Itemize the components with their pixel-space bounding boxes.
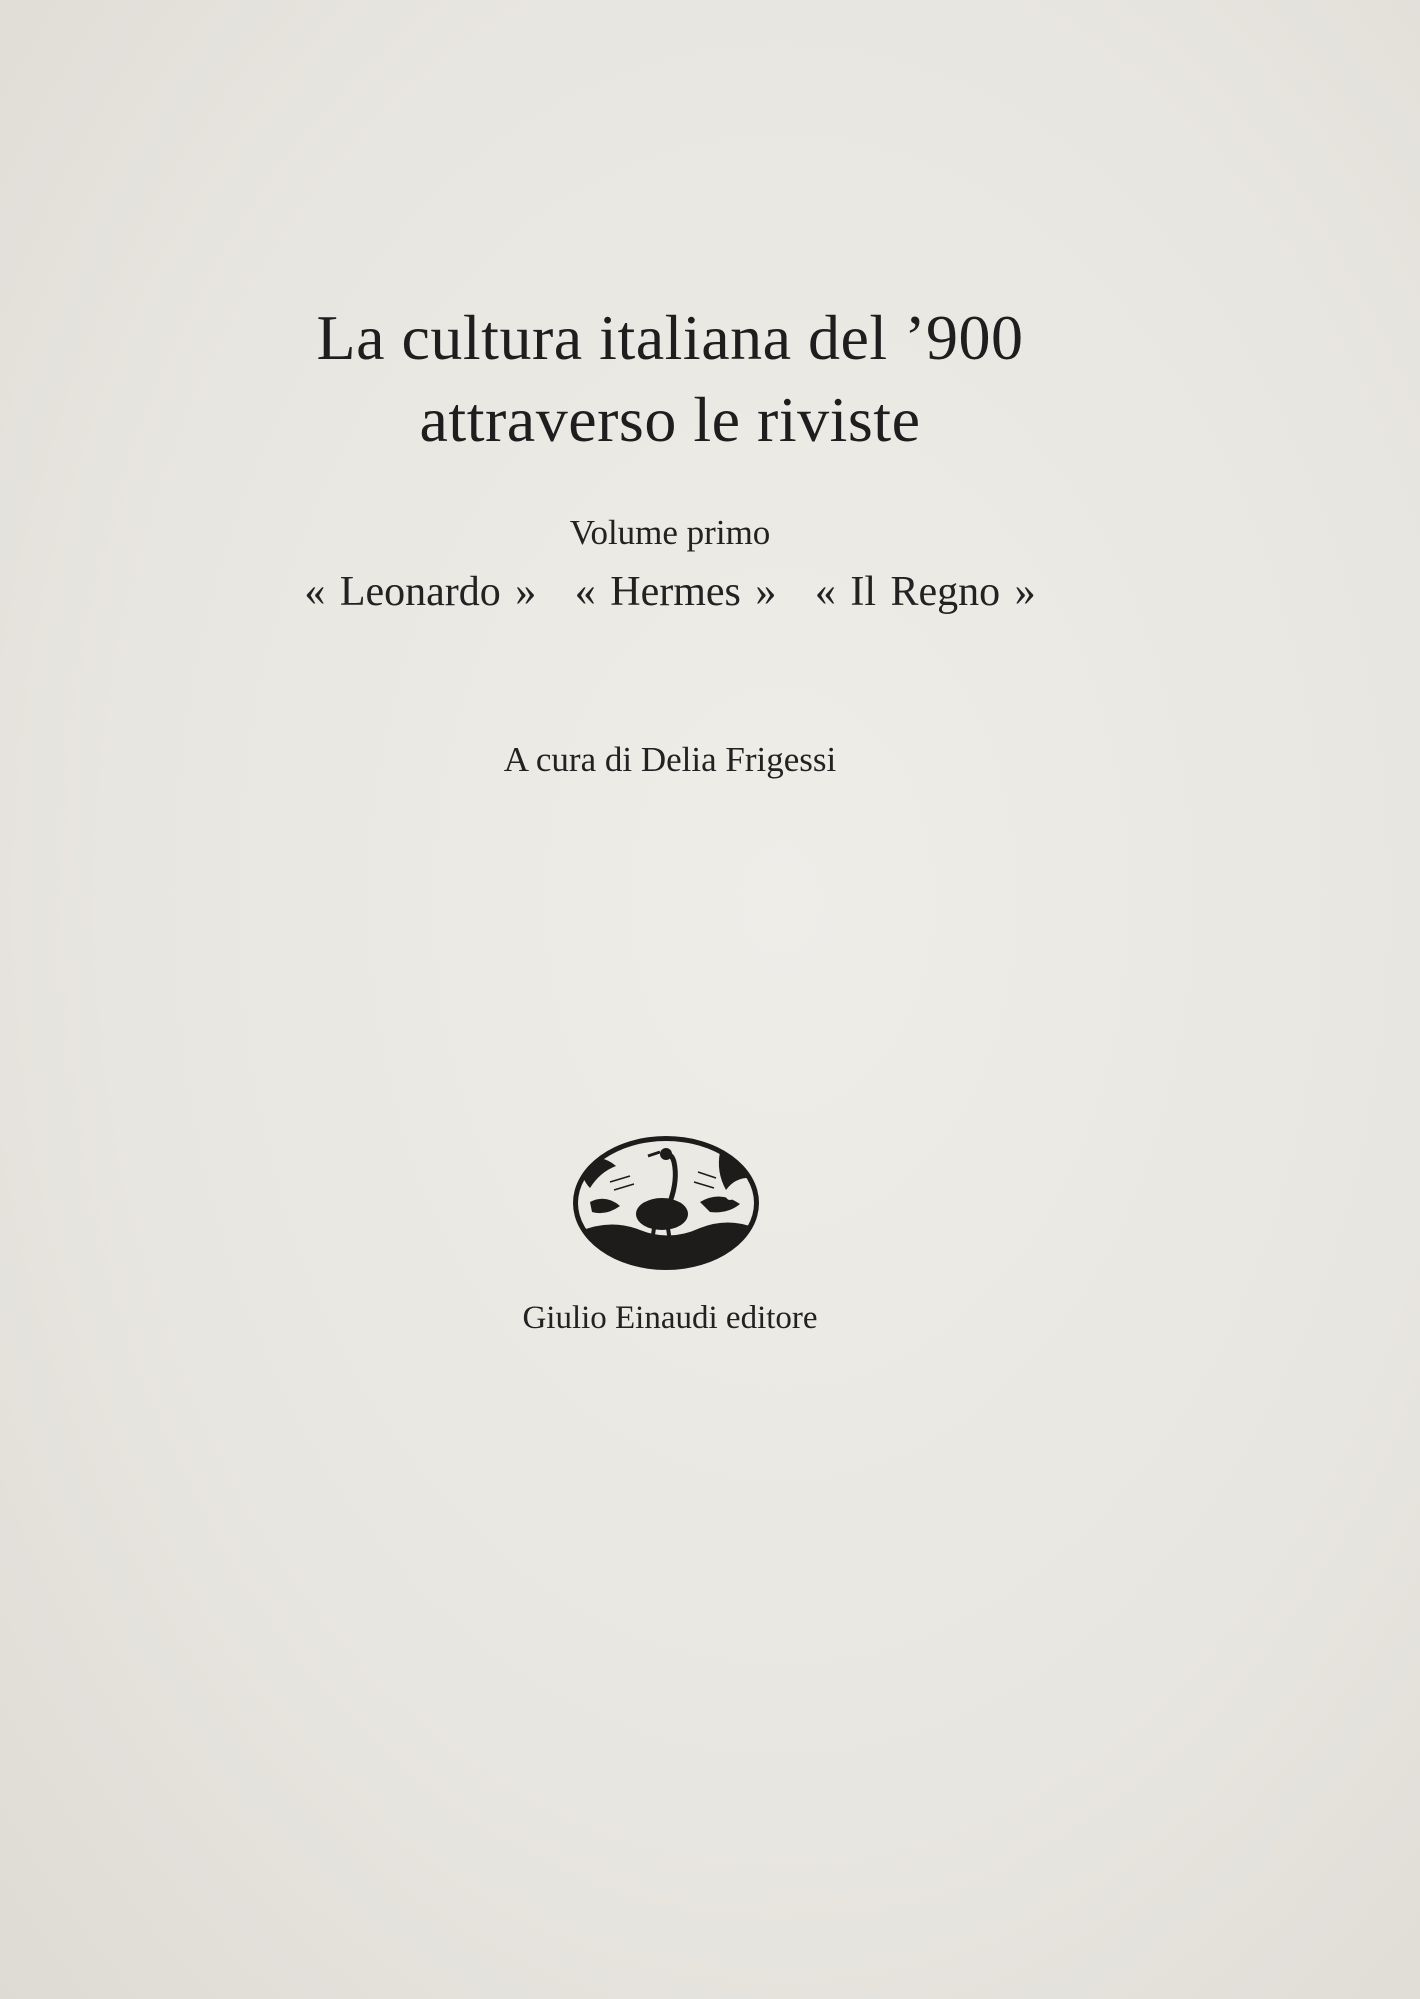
journal-list <box>0 568 1340 616</box>
journal-il-regno: « Il Regno » <box>814 569 1036 615</box>
journal-leonardo: « Leonardo » <box>304 569 537 615</box>
ostrich-emblem-icon <box>570 1132 762 1274</box>
publisher-name: Giulio Einaudi editore <box>522 1300 818 1336</box>
book-title-line-1: La cultura italiana del ’900 <box>316 302 1024 373</box>
journal-hermes: « Hermes » <box>574 569 777 615</box>
editor-credit: A cura di Delia Frigessi <box>503 740 837 779</box>
volume-label: Volume primo <box>569 513 771 552</box>
book-title-line-2: attraverso le riviste <box>419 384 921 455</box>
